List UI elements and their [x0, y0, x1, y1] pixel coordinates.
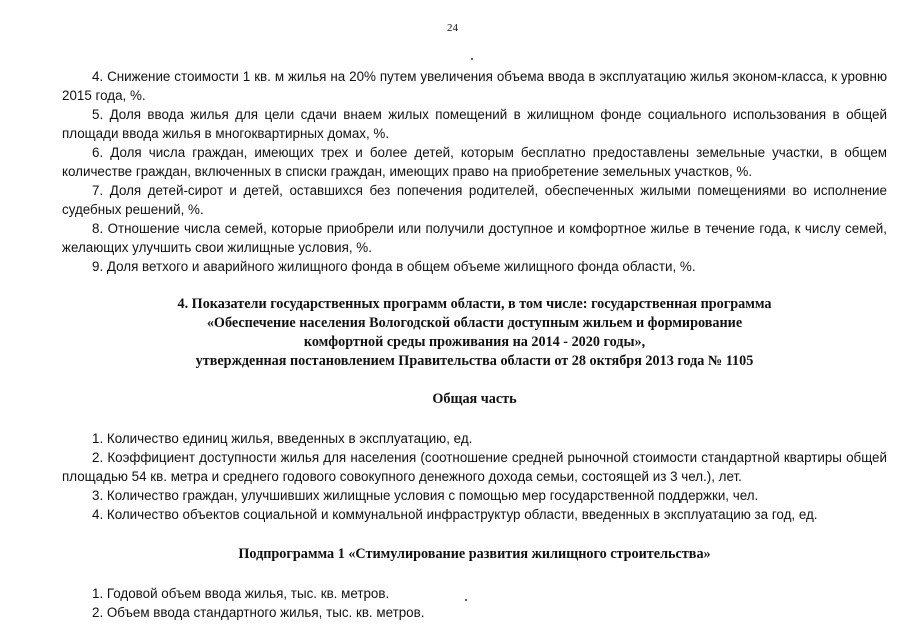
target-indicators-list — [62, 67, 887, 276]
general-part-list — [62, 429, 887, 524]
list-item: 6. Доля числа граждан, имеющих трех и более детей, которым бесплатно предоставлены земельные участки, в общем количестве граждан, включенных в списки граждан, имеющих право на приобретение земельных участков, %. — [62, 145, 887, 179]
page-number: 24 — [447, 22, 458, 34]
section-heading-line: комфортной среды проживания на 2014 - 2020 годы», — [303, 334, 646, 350]
list-item: 9. Доля ветхого и аварийного жилищного фонда в общем объеме жилищного фонда области, %. — [92, 259, 696, 274]
list-item: 1. Количество единиц жилья, введенных в эксплуатацию, ед. — [92, 431, 473, 446]
section-heading-line: 4. Показатели государственных программ области, в том числе: государственная программа — [177, 296, 772, 312]
list-item: 8. Отношение числа семей, которые приобрели или получили доступное и комфортное жилье в течение года, к числу семей, желающих улучшить свои жилищные условия, %. — [62, 221, 887, 255]
scan-speck — [471, 58, 473, 60]
general-part-heading: Общая часть — [432, 391, 517, 407]
document-body — [62, 67, 887, 622]
list-item: 4. Снижение стоимости 1 кв. м жилья на 20% путем увеличения объема ввода в эксплуатацию жилья эконом-класса, к уровню 2015 года, %. — [62, 69, 887, 103]
list-item: 2. Объем ввода стандартного жилья, тыс. кв. метров. — [92, 605, 425, 620]
subprogram-1-heading: Подпрограмма 1 «Стимулирование развития жилищного строительства» — [238, 546, 711, 562]
subprogram-1-list — [62, 584, 887, 622]
list-item: 3. Количество граждан, улучшивших жилищные условия с помощью мер государственной поддержки, чел. — [92, 488, 759, 503]
list-item: 5. Доля ввода жилья для цели сдачи внаем жилых помещений в жилищном фонде социального использования в общей площади ввода жилья в многоквартирных домах, %. — [62, 107, 887, 141]
list-item: 4. Количество объектов социальной и коммунальной инфраструктур области, введенных в эксплуатацию за год, ед. — [92, 507, 818, 522]
section-heading-line: «Обеспечение населения Вологодской области доступным жильем и формирование — [206, 315, 743, 331]
section-4-heading — [62, 295, 887, 371]
list-item: 7. Доля детей-сирот и детей, оставшихся без попечения родителей, обеспеченных жилыми помещениями во исполнение судебных решений, %. — [62, 183, 887, 217]
list-item: 2. Коэффициент доступности жилья для населения (соотношение средней рыночной стоимости стандартной квартиры общей площадью 54 кв. метра и среднего годового совокупного денежного дохода семьи, состоящей из 3 чел.), лет. — [62, 450, 887, 484]
list-item: 1. Годовой объем ввода жилья, тыс. кв. метров. — [92, 586, 390, 601]
section-heading-line: утвержденная постановлением Правительства области от 28 октября 2013 года № 1105 — [195, 353, 754, 369]
